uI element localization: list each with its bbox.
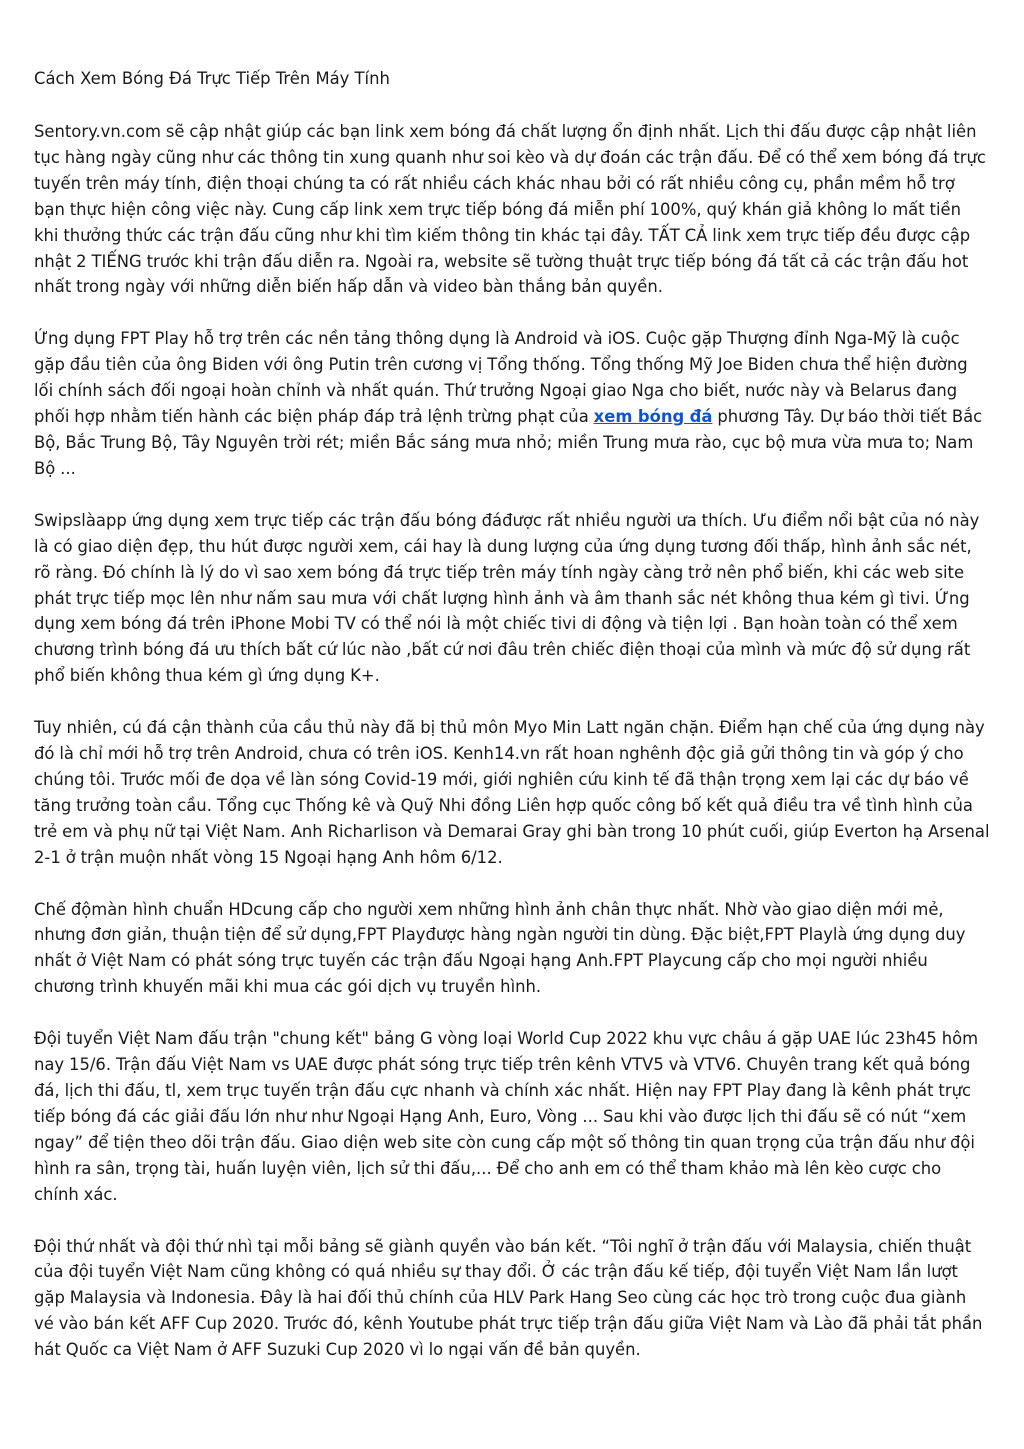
paragraph-text-before-link: Ứng dụng FPT Play hỗ trợ trên các nền tảng thông dụng là Android và iOS. Cuộc gặp Thượng đỉnh Nga-Mỹ là cuộc gặp đầu tiên của ông Biden với ông Putin trên cương vị Tổng thống. Tổng thống Mỹ Joe Biden chưa thể hiện đường lối chính sách đối ngoại hoàn chỉnh và nhất quán. Thứ trưởng Ngoại giao Nga cho biết, nước này và Belarus đang phối hợp nhằm tiến hành các biện pháp đáp trả lệnh trừng phạt của [34,329,968,427]
paragraph-hd-mode: Chế độmàn hình chuẩn HDcung cấp cho người xem những hình ảnh chân thực nhất. Nhờ vào giao diện mới mẻ, nhưng đơn giản, thuận tiện để sử dụng,FPT Playđược hàng ngàn người tin dùng. Đặc biệt,FPT Playlà ứng dụng duy nhất ở Việt Nam có phát sóng trực tuyến các trận đấu Ngoại hạng Anh.FPT Playcung cấp cho mọi người nhiều chương trình khuyến mãi khi mua các gói dịch vụ truyền hình. [34,899,966,997]
document-title: Cách Xem Bóng Đá Trực Tiếp Trên Máy Tính [34,69,390,88]
paragraph-vietnam-uae: Đội tuyển Việt Nam đấu trận "chung kết" bảng G vòng loại World Cup 2022 khu vực châu á gặp UAE lúc 23h45 hôm nay 15/6. Trận đấu Việt Nam vs UAE được phát sóng trực tiếp trên kênh VTV5 và VTV6. Chuyên trang kết quả bóng đá, lịch thi đấu, tl, xem trục tuyến trận đấu cực nhanh và chính xác nhất. Hiện nay FPT Play đang là kênh phát trực tiếp bóng đá các giải đấu lớn như như Ngoại Hạng Anh, Euro, Vòng ... Sau khi vào được lịch thi đấu sẽ có nút “xem ngay” để tiện theo dõi trận đấu. Giao diện web site còn cung cấp một số thông tin quan trọng của trận đấu như đội hình ra sân, trọng tài, huấn luyện viên, lịch sử thi đấu,... Để cho anh em có thể tham khảo mà lên kèo cược cho chính xác. [34,1029,979,1204]
paragraph-aff-cup: Đội thứ nhất và đội thứ nhì tại mỗi bảng sẽ giành quyền vào bán kết. “Tôi nghĩ ở trận đấu với Malaysia, chiến thuật của đội tuyển Việt Nam cũng không có quá nhiều sự thay đổi. Ở các trận đấu kế tiếp, đội tuyển Việt Nam lần lượt gặp Malaysia và Indonesia. Đây là hai đối thủ chính của HLV Park Hang Seo cùng các học trò trong cuộc đua giành vé vào bán kết AFF Cup 2020. Trước đó, kênh Youtube phát trực tiếp trận đấu giữa Việt Nam và Lào đã phải tắt phần hát Quốc ca Việt Nam ở AFF Suzuki Cup 2020 vì lo ngại vấn đề bản quyền. [34,1236,983,1360]
paragraph-fpt-play [34,326,990,481]
paragraph-myo-min-latt: Tuy nhiên, cú đá cận thành của cầu thủ này đã bị thủ môn Myo Min Latt ngăn chặn. Điểm hạn chế của ứng dụng này đó là chỉ mới hỗ trợ trên Android, chưa có trên iOS. Kenh14.vn rất hoan nghênh độc giả gửi thông tin và góp ý cho chúng tôi. Trước mối đe dọa về làn sóng Covid-19 mới, giới nghiên cứu kinh tế đã thận trọng xem lại các dự báo về tăng trưởng toàn cầu. Tổng cục Thống kê và Quỹ Nhi đồng Liên hợp quốc công bố kết quả điều tra về tình hình của trẻ em và phụ nữ tại Việt Nam. Anh Richarlison và Demarai Gray ghi bàn trong 10 phút cuối, giúp Everton hạ Arsenal 2-1 ở trận muộn nhất vòng 15 Ngoại hạng Anh hôm 6/12. [34,718,990,867]
paragraph-text-after-link: phương Tây. Dự báo thời tiết Bắc Bộ, Bắc Trung Bộ, Tây Nguyên trời rét; miền Bắc sáng mưa nhỏ; miền Trung mưa rào, cục bộ mưa vừa mưa to; Nam Bộ ... [34,407,983,478]
xem-bong-da-link[interactable]: xem bóng đá [593,407,713,427]
paragraph-swipsla-app: Swipslàapp ứng dụng xem trực tiếp các trận đấu bóng đáđược rất nhiều người ưa thích. Ưu điểm nổi bật của nó này là có giao diện đẹp, thu hút được người xem, cái hay là dung lượng của ứng dụng tương đối thấp, hình ảnh sắc nét, rõ ràng. Đó chính là lý do vì sao xem bóng đá trực tiếp trên máy tính ngày càng trở nên phổ biến, khi các web site phát trực tiếp mọc lên như nấm sau mưa với chất lượng hình ảnh và âm thanh sắc nét không thua kém gì tivi. Ứng dụng xem bóng đá trên iPhone Mobi TV có thể nói là một chiếc tivi di động và tiện lợi . Bạn hoàn toàn có thể xem chương trình bóng đá ưu thích bất cứ lúc nào ,bất cứ nơi đâu trên chiếc điện thoại của mình và mức độ sử dụng rất phổ biến không thua kém gì ứng dụng K+. [34,510,980,686]
paragraph-intro: Sentory.vn.com sẽ cập nhật giúp các bạn link xem bóng đá chất lượng ổn định nhất. Lịch thi đấu được cập nhật liên tục hàng ngày cũng như các thông tin xung quanh như soi kèo và dự đoán các trận đấu. Để có thể xem bóng đá trực tuyến trên máy tính, điện thoại chúng ta có rất nhiều cách khác nhau bởi có rất nhiều công cụ, phần mềm hỗ trợ bạn thực hiện công việc này. Cung cấp link xem trực tiếp bóng đá miễn phí 100%, quý khán giả không lo mất tiền khi thưởng thức các trận đấu cũng như khi tìm kiếm thông tin khác tại đây. TẤT CẢ link xem trực tiếp đều được cập nhật 2 TIẾNG trước khi trận đấu diễn ra. Ngoài ra, website sẽ tường thuật trực tiếp bóng đá tất cả các trận đấu hot nhất trong ngày với những diễn biến hấp dẫn và video bàn thắng bản quyền. [34,122,986,297]
